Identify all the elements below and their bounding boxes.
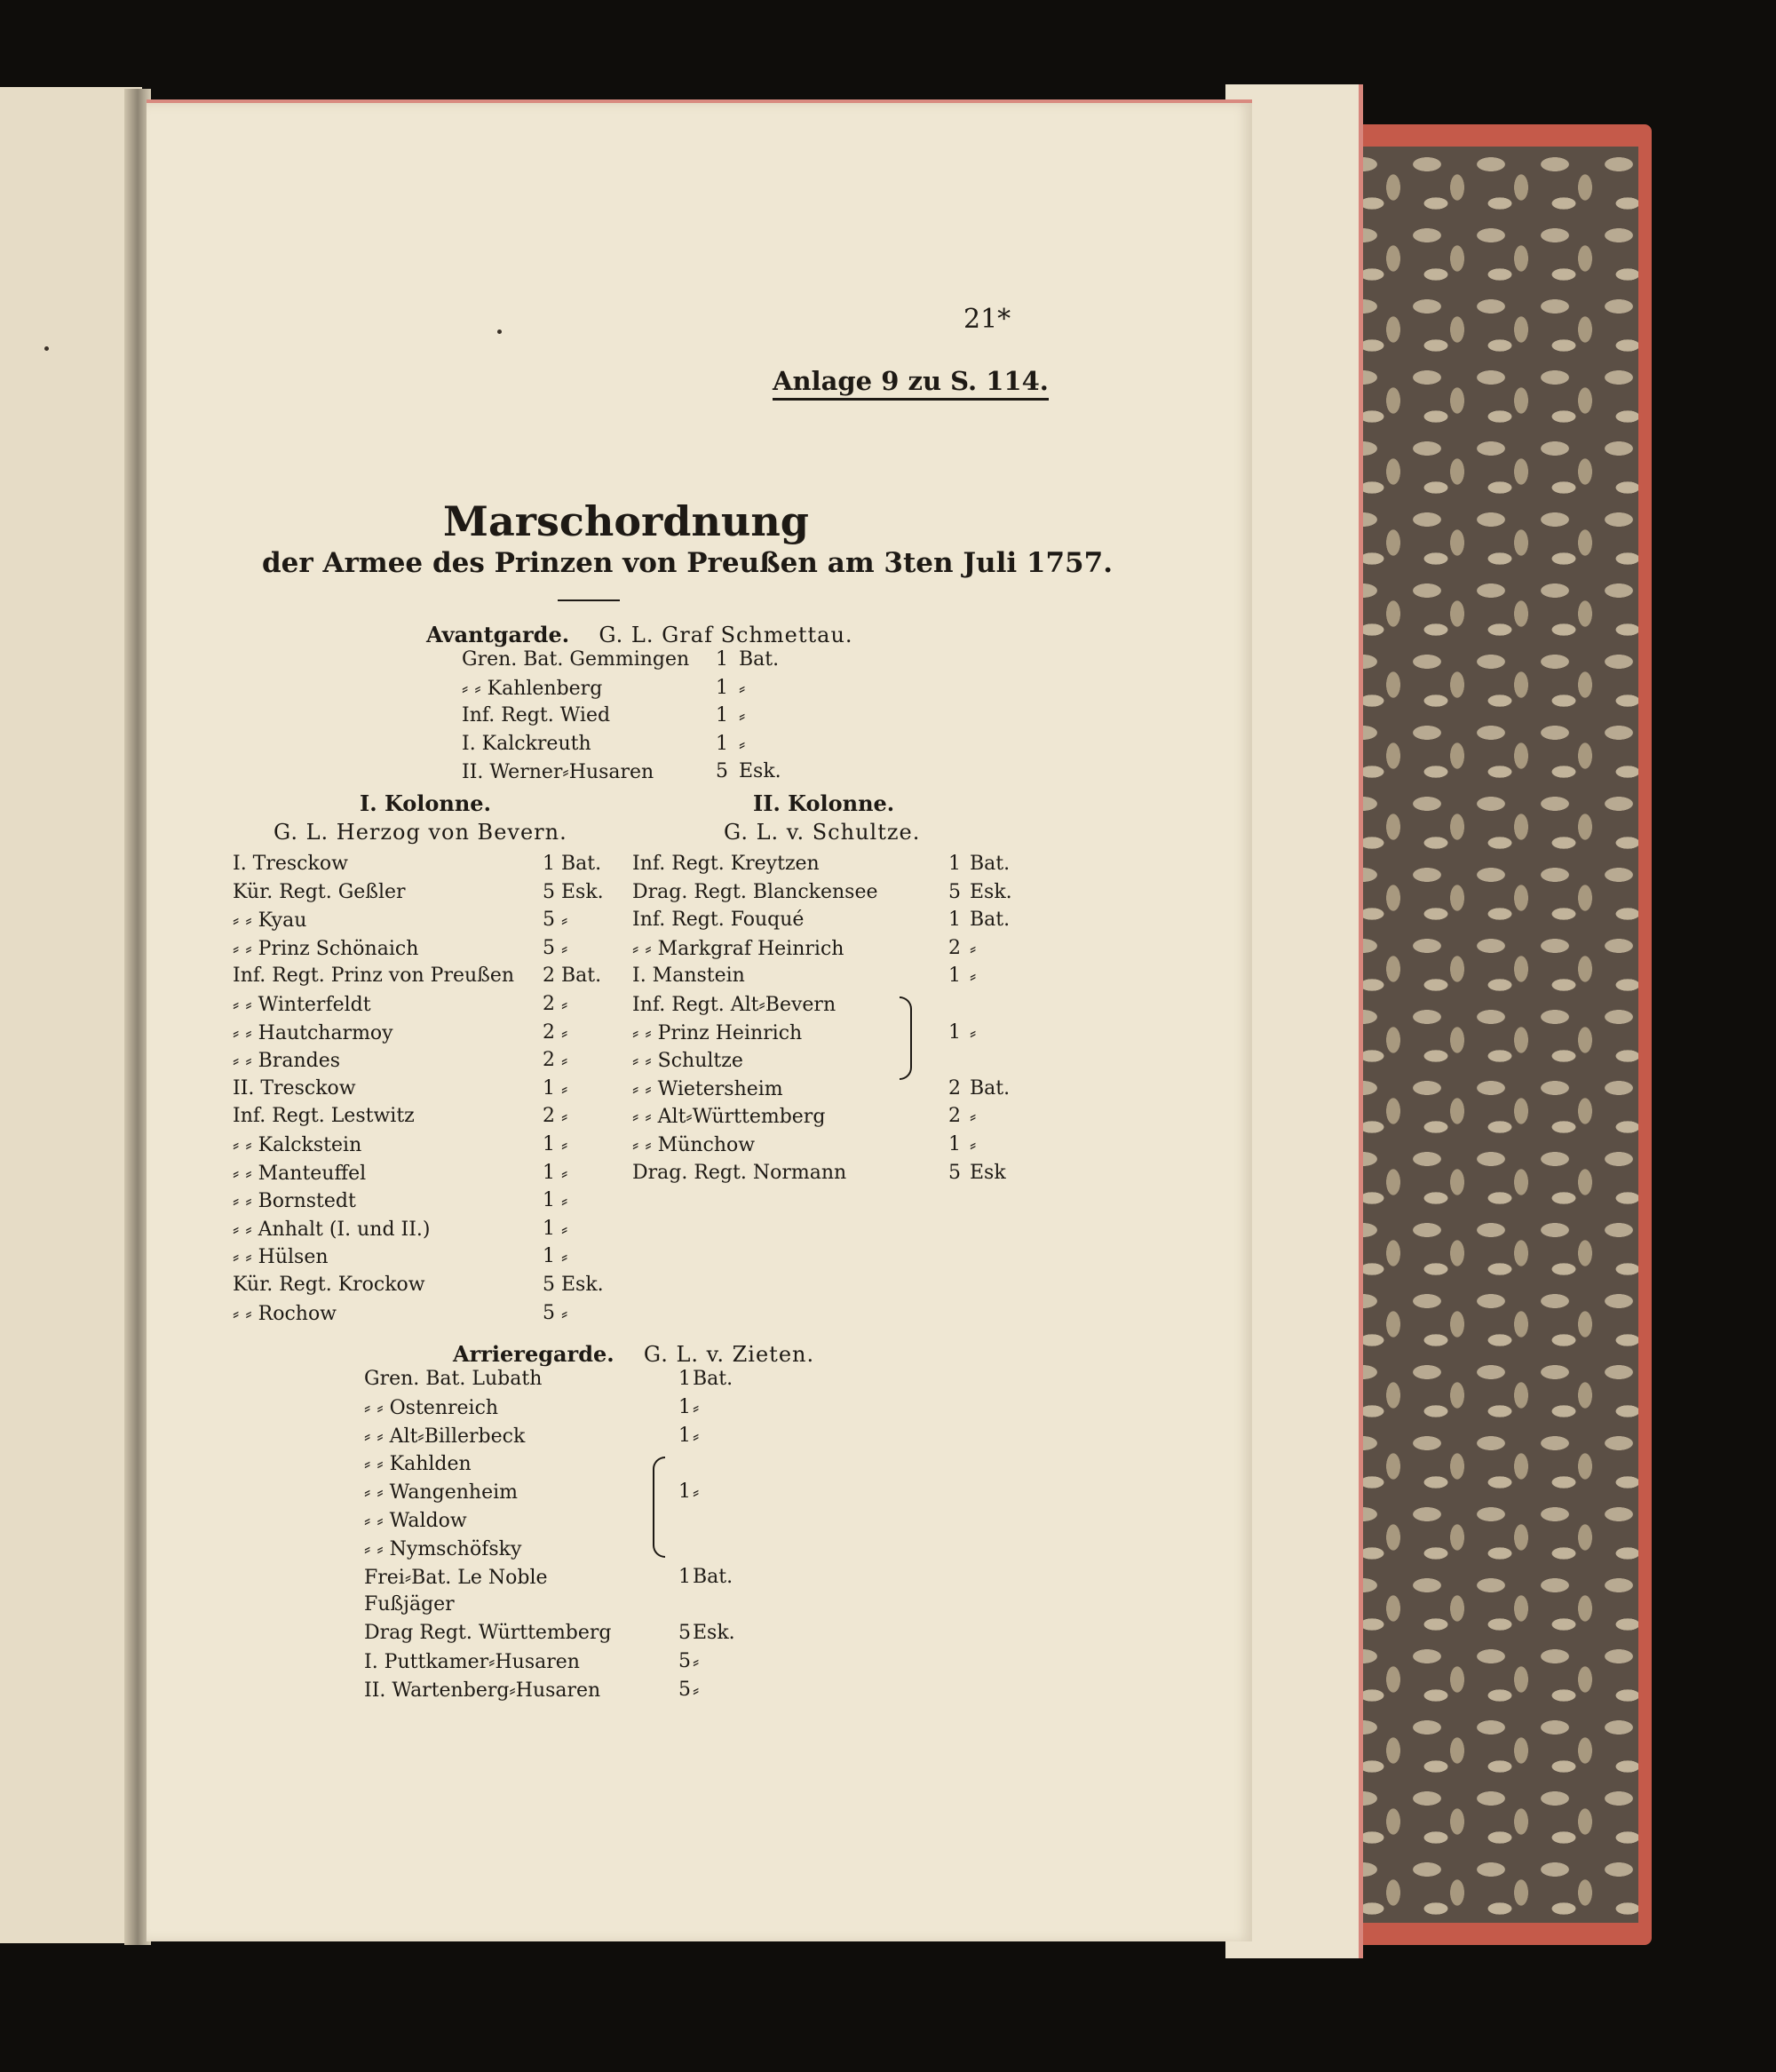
unit-count: 1 bbox=[543, 853, 555, 875]
unit-type: ⸗ bbox=[561, 1134, 568, 1156]
unit-type: ⸗ bbox=[561, 909, 568, 933]
unit-type: ⸗ bbox=[970, 965, 977, 988]
unit-name: Drag. Regt. Blanckensee bbox=[632, 880, 878, 903]
unit-type: ⸗ bbox=[693, 1481, 700, 1504]
unit-name: ⸗ ⸗ Schultze bbox=[632, 1050, 743, 1073]
unit-count: 1 bbox=[543, 1189, 555, 1212]
unit-type: Esk bbox=[970, 1161, 1006, 1184]
unit-name: Inf. Regt. Lestwitz bbox=[233, 1105, 415, 1128]
unit-type: ⸗ bbox=[561, 994, 568, 1016]
unit-count: 1 bbox=[716, 676, 728, 699]
unit-count: 5 bbox=[948, 1161, 961, 1184]
unit-row bbox=[462, 704, 799, 733]
column1-commander: G. L. Herzog von Bevern. bbox=[274, 820, 567, 845]
unit-name: ⸗ ⸗ Münchow bbox=[632, 1134, 756, 1156]
unit-count: 1 bbox=[543, 1217, 555, 1240]
unit-name: Inf. Regt. Kreytzen bbox=[632, 853, 820, 875]
unit-type: Esk. bbox=[693, 1622, 735, 1645]
unit-name: Kür. Regt. Geßler bbox=[233, 880, 406, 903]
unit-count: 1 bbox=[716, 648, 728, 671]
unit-count: 1 bbox=[543, 1076, 555, 1100]
unit-row bbox=[233, 1077, 623, 1106]
unit-name: II. Werner⸗Husaren bbox=[462, 761, 654, 783]
unit-type: Esk. bbox=[739, 760, 781, 782]
unit-row bbox=[632, 909, 1011, 937]
unit-row bbox=[233, 1245, 623, 1274]
unit-type: Bat. bbox=[970, 853, 1011, 875]
unit-row bbox=[233, 881, 623, 909]
unit-type: Bat. bbox=[739, 648, 780, 671]
unit-row bbox=[364, 1622, 755, 1650]
page-subtitle: der Armee des Prinzen von Preußen am 3ten Juli 1757. bbox=[262, 547, 1113, 579]
unit-name: Fußjäger bbox=[364, 1593, 455, 1616]
unit-row bbox=[462, 648, 799, 677]
vanguard-label: Avantgarde. bbox=[426, 622, 570, 647]
unit-type: ⸗ bbox=[970, 937, 977, 960]
unit-count: 1 bbox=[678, 1565, 691, 1588]
unit-count: 1 bbox=[948, 1133, 961, 1155]
unit-row bbox=[233, 1189, 623, 1218]
unit-count: 5 bbox=[543, 909, 555, 932]
unit-name: Drag Regt. Württemberg bbox=[364, 1622, 612, 1645]
unit-row bbox=[364, 1481, 755, 1509]
unit-name: Drag. Regt. Normann bbox=[632, 1161, 847, 1184]
vanguard-commander: G. L. Graf Schmettau. bbox=[599, 623, 853, 647]
unit-row bbox=[632, 993, 1005, 1021]
unit-name: ⸗ ⸗ Nymschöfsky bbox=[364, 1537, 522, 1560]
unit-type: ⸗ bbox=[561, 1162, 568, 1185]
unit-row bbox=[632, 1021, 1005, 1050]
unit-count: 5 bbox=[543, 880, 555, 903]
page-title: Marschordnung bbox=[443, 497, 809, 545]
unit-row bbox=[233, 993, 623, 1021]
unit-type: ⸗ bbox=[693, 1679, 700, 1702]
unit-row bbox=[364, 1593, 755, 1622]
unit-name: Gren. Bat. Lubath bbox=[364, 1368, 543, 1390]
unit-type: ⸗ bbox=[561, 1106, 568, 1129]
unit-type: ⸗ bbox=[739, 677, 746, 700]
unit-row bbox=[632, 1049, 1005, 1077]
unit-row bbox=[364, 1566, 755, 1594]
unit-name: ⸗ ⸗ Kahlden bbox=[364, 1453, 472, 1476]
unit-type: ⸗ bbox=[693, 1396, 700, 1419]
unit-count: 1 bbox=[543, 1161, 555, 1184]
unit-type: ⸗ bbox=[739, 733, 746, 756]
column1-label: I. Kolonne. bbox=[360, 790, 491, 816]
unit-name: I. Puttkamer⸗Husaren bbox=[364, 1651, 580, 1673]
unit-count: 1 bbox=[948, 1020, 961, 1044]
unit-row bbox=[364, 1452, 755, 1481]
unit-count: 1 bbox=[948, 853, 961, 875]
brace-left bbox=[653, 1457, 665, 1558]
unit-type: ⸗ bbox=[561, 1190, 568, 1213]
unit-row bbox=[364, 1509, 755, 1537]
unit-type: ⸗ bbox=[561, 937, 568, 960]
unit-count: 1 bbox=[948, 965, 961, 988]
unit-type: Esk. bbox=[561, 880, 604, 903]
unit-name: ⸗ ⸗ Prinz Heinrich bbox=[632, 1021, 803, 1044]
unit-count: 2 bbox=[948, 936, 961, 959]
unit-count: 1 bbox=[678, 1481, 691, 1504]
column2-label: II. Kolonne. bbox=[753, 790, 895, 816]
unit-type: ⸗ bbox=[739, 705, 746, 727]
unit-count: 1 bbox=[543, 1133, 555, 1155]
unit-row bbox=[233, 853, 623, 881]
unit-row bbox=[632, 1105, 1005, 1133]
unit-row bbox=[233, 1105, 623, 1133]
marbled-endpaper bbox=[1345, 147, 1638, 1923]
unit-type: Bat. bbox=[970, 909, 1011, 932]
unit-row bbox=[233, 1218, 623, 1246]
unit-count: 2 bbox=[543, 1105, 555, 1128]
unit-type: Bat. bbox=[693, 1368, 733, 1390]
unit-row bbox=[462, 677, 799, 705]
unit-count: 2 bbox=[543, 965, 555, 988]
unit-row bbox=[233, 1021, 623, 1050]
unit-type: Esk. bbox=[970, 880, 1012, 903]
unit-count: 1 bbox=[678, 1368, 691, 1390]
unit-row bbox=[462, 760, 799, 789]
unit-type: ⸗ bbox=[693, 1651, 700, 1673]
unit-name: Inf. Regt. Wied bbox=[462, 704, 611, 726]
unit-count: 5 bbox=[543, 1274, 555, 1296]
unit-type: ⸗ bbox=[693, 1425, 700, 1448]
unit-type: ⸗ bbox=[561, 1302, 568, 1325]
unit-name: Kür. Regt. Krockow bbox=[233, 1274, 425, 1296]
unit-type: ⸗ bbox=[561, 1077, 568, 1100]
unit-count: 1 bbox=[543, 1245, 555, 1268]
unit-name: ⸗ ⸗ Wietersheim bbox=[632, 1077, 783, 1100]
unit-name: ⸗ ⸗ Hautcharmoy bbox=[233, 1021, 393, 1044]
unit-row bbox=[632, 937, 1005, 965]
paper-speck bbox=[497, 329, 502, 334]
unit-name: II. Tresckow bbox=[233, 1076, 356, 1100]
unit-count: 5 bbox=[543, 936, 555, 959]
unit-count: 5 bbox=[678, 1678, 691, 1701]
unit-count: 5 bbox=[543, 1301, 555, 1324]
unit-count: 1 bbox=[678, 1424, 691, 1447]
unit-row bbox=[364, 1537, 755, 1566]
unit-type: ⸗ bbox=[970, 1021, 977, 1044]
left-page bbox=[0, 87, 142, 1943]
unit-name: Frei⸗Bat. Le Noble bbox=[364, 1566, 548, 1589]
unit-row bbox=[233, 965, 623, 993]
unit-name: ⸗ ⸗ Wangenheim bbox=[364, 1481, 518, 1504]
unit-name: ⸗ ⸗ Brandes bbox=[233, 1050, 340, 1073]
brace-right bbox=[900, 996, 912, 1080]
unit-row bbox=[233, 1274, 623, 1302]
unit-count: 5 bbox=[678, 1650, 691, 1672]
unit-type: Esk. bbox=[561, 1274, 604, 1296]
unit-count: 1 bbox=[948, 909, 961, 932]
unit-name: II. Wartenberg⸗Husaren bbox=[364, 1679, 601, 1702]
unit-type: ⸗ bbox=[561, 1021, 568, 1044]
unit-name: ⸗ ⸗ Anhalt (I. und II.) bbox=[233, 1218, 431, 1241]
unit-row bbox=[233, 937, 623, 965]
unit-name: ⸗ ⸗ Bornstedt bbox=[233, 1190, 356, 1213]
unit-row bbox=[632, 965, 1005, 993]
unit-name: I. Kalckreuth bbox=[462, 732, 591, 755]
unit-row bbox=[233, 1302, 623, 1330]
unit-type: ⸗ bbox=[561, 1050, 568, 1073]
unit-count: 2 bbox=[543, 993, 555, 1015]
unit-type: ⸗ bbox=[970, 1134, 977, 1156]
unit-row bbox=[364, 1368, 755, 1396]
unit-type: ⸗ bbox=[970, 1106, 977, 1129]
unit-row bbox=[632, 1162, 1005, 1190]
unit-name: ⸗ ⸗ Markgraf Heinrich bbox=[632, 937, 844, 960]
rearguard-label: Arrieregarde. bbox=[453, 1341, 614, 1367]
unit-name: Inf. Regt. Alt⸗Bevern bbox=[632, 994, 836, 1016]
unit-row bbox=[233, 1133, 623, 1162]
unit-count: 2 bbox=[543, 1020, 555, 1044]
unit-name: ⸗ ⸗ Rochow bbox=[233, 1302, 337, 1325]
unit-type: Bat. bbox=[970, 1076, 1011, 1100]
unit-name: ⸗ ⸗ Alt⸗Württemberg bbox=[632, 1106, 826, 1129]
unit-row bbox=[233, 1049, 623, 1077]
unit-row bbox=[632, 1076, 1011, 1106]
unit-row bbox=[632, 853, 1011, 881]
unit-count: 5 bbox=[678, 1622, 691, 1645]
unit-row bbox=[632, 880, 1012, 909]
unit-name: I. Manstein bbox=[632, 965, 745, 988]
unit-row bbox=[233, 909, 623, 937]
unit-row bbox=[462, 733, 799, 761]
unit-row bbox=[233, 1162, 623, 1190]
unit-type: ⸗ bbox=[561, 1246, 568, 1269]
unit-row bbox=[632, 1133, 1005, 1162]
unit-name: ⸗ ⸗ Alt⸗Billerbeck bbox=[364, 1425, 526, 1448]
vanguard-heading bbox=[426, 622, 853, 647]
unit-row bbox=[364, 1650, 755, 1679]
unit-count: 5 bbox=[716, 760, 728, 782]
unit-row bbox=[364, 1679, 755, 1707]
title-rule bbox=[558, 599, 620, 601]
paper-speck bbox=[44, 346, 49, 351]
unit-name: ⸗ ⸗ Ostenreich bbox=[364, 1396, 499, 1419]
unit-count: 2 bbox=[948, 1105, 961, 1128]
unit-name: ⸗ ⸗ Winterfeldt bbox=[233, 994, 371, 1016]
unit-type: ⸗ bbox=[561, 1218, 568, 1241]
unit-name: Inf. Regt. Fouqué bbox=[632, 909, 805, 932]
unit-count: 5 bbox=[948, 880, 961, 903]
unit-name: I. Tresckow bbox=[233, 853, 348, 875]
unit-name: ⸗ ⸗ Hülsen bbox=[233, 1246, 329, 1269]
annex-reference: Anlage 9 zu S. 114. bbox=[773, 366, 1049, 401]
unit-count: 2 bbox=[948, 1076, 961, 1100]
unit-type: Bat. bbox=[693, 1565, 733, 1588]
unit-row bbox=[364, 1396, 755, 1425]
unit-type: Bat. bbox=[561, 965, 602, 988]
unit-name: ⸗ ⸗ Kalckstein bbox=[233, 1134, 362, 1156]
unit-name: ⸗ ⸗ Kyau bbox=[233, 909, 307, 933]
rearguard-commander: G. L. v. Zieten. bbox=[643, 1342, 815, 1367]
unit-row bbox=[364, 1425, 755, 1453]
unit-name: Inf. Regt. Prinz von Preußen bbox=[233, 965, 515, 988]
unit-name: ⸗ ⸗ Manteuffel bbox=[233, 1162, 367, 1185]
unit-name: ⸗ ⸗ Waldow bbox=[364, 1510, 467, 1532]
column2-commander: G. L. v. Schultze. bbox=[724, 820, 921, 845]
unit-count: 2 bbox=[543, 1049, 555, 1072]
unit-count: 1 bbox=[716, 704, 728, 726]
page-number: 21* bbox=[963, 304, 1011, 335]
unit-name: ⸗ ⸗ Kahlenberg bbox=[462, 677, 603, 700]
rearguard-heading bbox=[453, 1341, 814, 1367]
unit-count: 1 bbox=[678, 1395, 691, 1418]
unit-count: 1 bbox=[716, 732, 728, 755]
unit-name: Gren. Bat. Gemmingen bbox=[462, 648, 690, 671]
unit-type: Bat. bbox=[561, 853, 602, 875]
unit-name: ⸗ ⸗ Prinz Schönaich bbox=[233, 937, 419, 960]
